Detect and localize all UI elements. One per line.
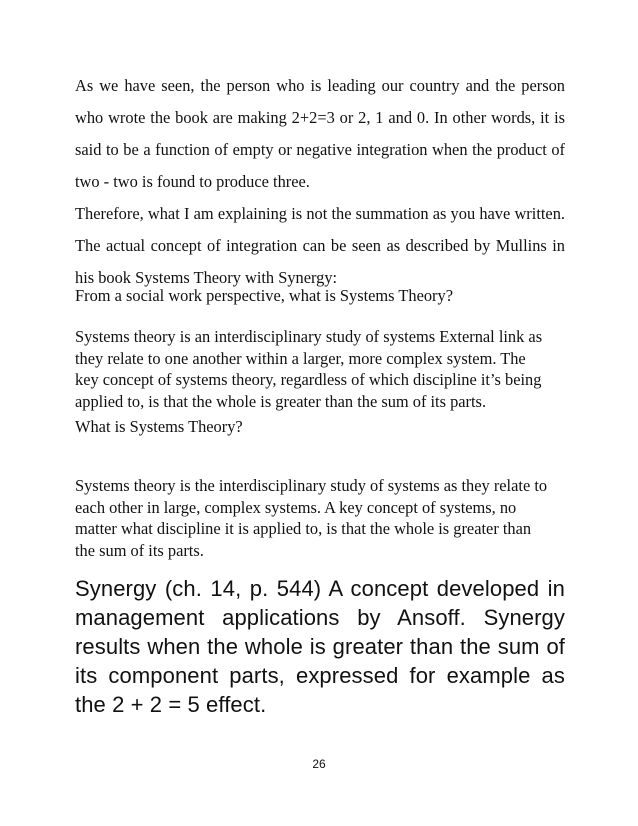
paragraph-integration: Therefore, what I am explaining is not the summation as you have written. The actual concept of integration can be seen as described by Mullins in his book Systems Theory with Synergy:	[75, 204, 565, 287]
page-number: 26	[312, 757, 326, 771]
quote2-line: Systems theory is the interdisciplinary study of systems as they relate to	[75, 476, 548, 495]
quote1-line: applied to, is that the whole is greater than the sum of its parts.	[75, 391, 487, 411]
paragraph-leadership: As we have seen, the person who is leading our country and the person who wrote the book are making 2+2=3 or 2, 1 and 0. In other words, it is said to be a function of empty or negative integration when the product of two - two is found to produce three.	[75, 76, 565, 191]
quote1-line: key concept of systems theory, regardless of which discipline it’s being	[75, 370, 542, 389]
quote2-line: each other in large, complex systems. A key concept of systems, no	[75, 497, 517, 517]
synergy-definition: Synergy (ch. 14, p. 544) A concept developed in management applications by Ansoff. Synergy results when the whole is greater than the sum of its component parts, expressed for example as the 2 + 2 = 5 effect.	[75, 576, 565, 717]
paragraph-social-work-question: From a social work perspective, what is Systems Theory?	[75, 286, 453, 305]
quote-systems-theory-1	[75, 326, 565, 412]
quote1-line: they relate to one another within a larger, more complex system. The	[75, 348, 526, 368]
quote1-line: Systems theory is an interdisciplinary study of systems External link as	[75, 327, 543, 346]
question-heading: What is Systems Theory?	[75, 417, 243, 436]
quote2-line: matter what discipline it is applied to, is that the whole is greater than	[75, 519, 532, 538]
quote-systems-theory-2	[75, 475, 565, 561]
quote2-line: the sum of its parts.	[75, 540, 204, 560]
